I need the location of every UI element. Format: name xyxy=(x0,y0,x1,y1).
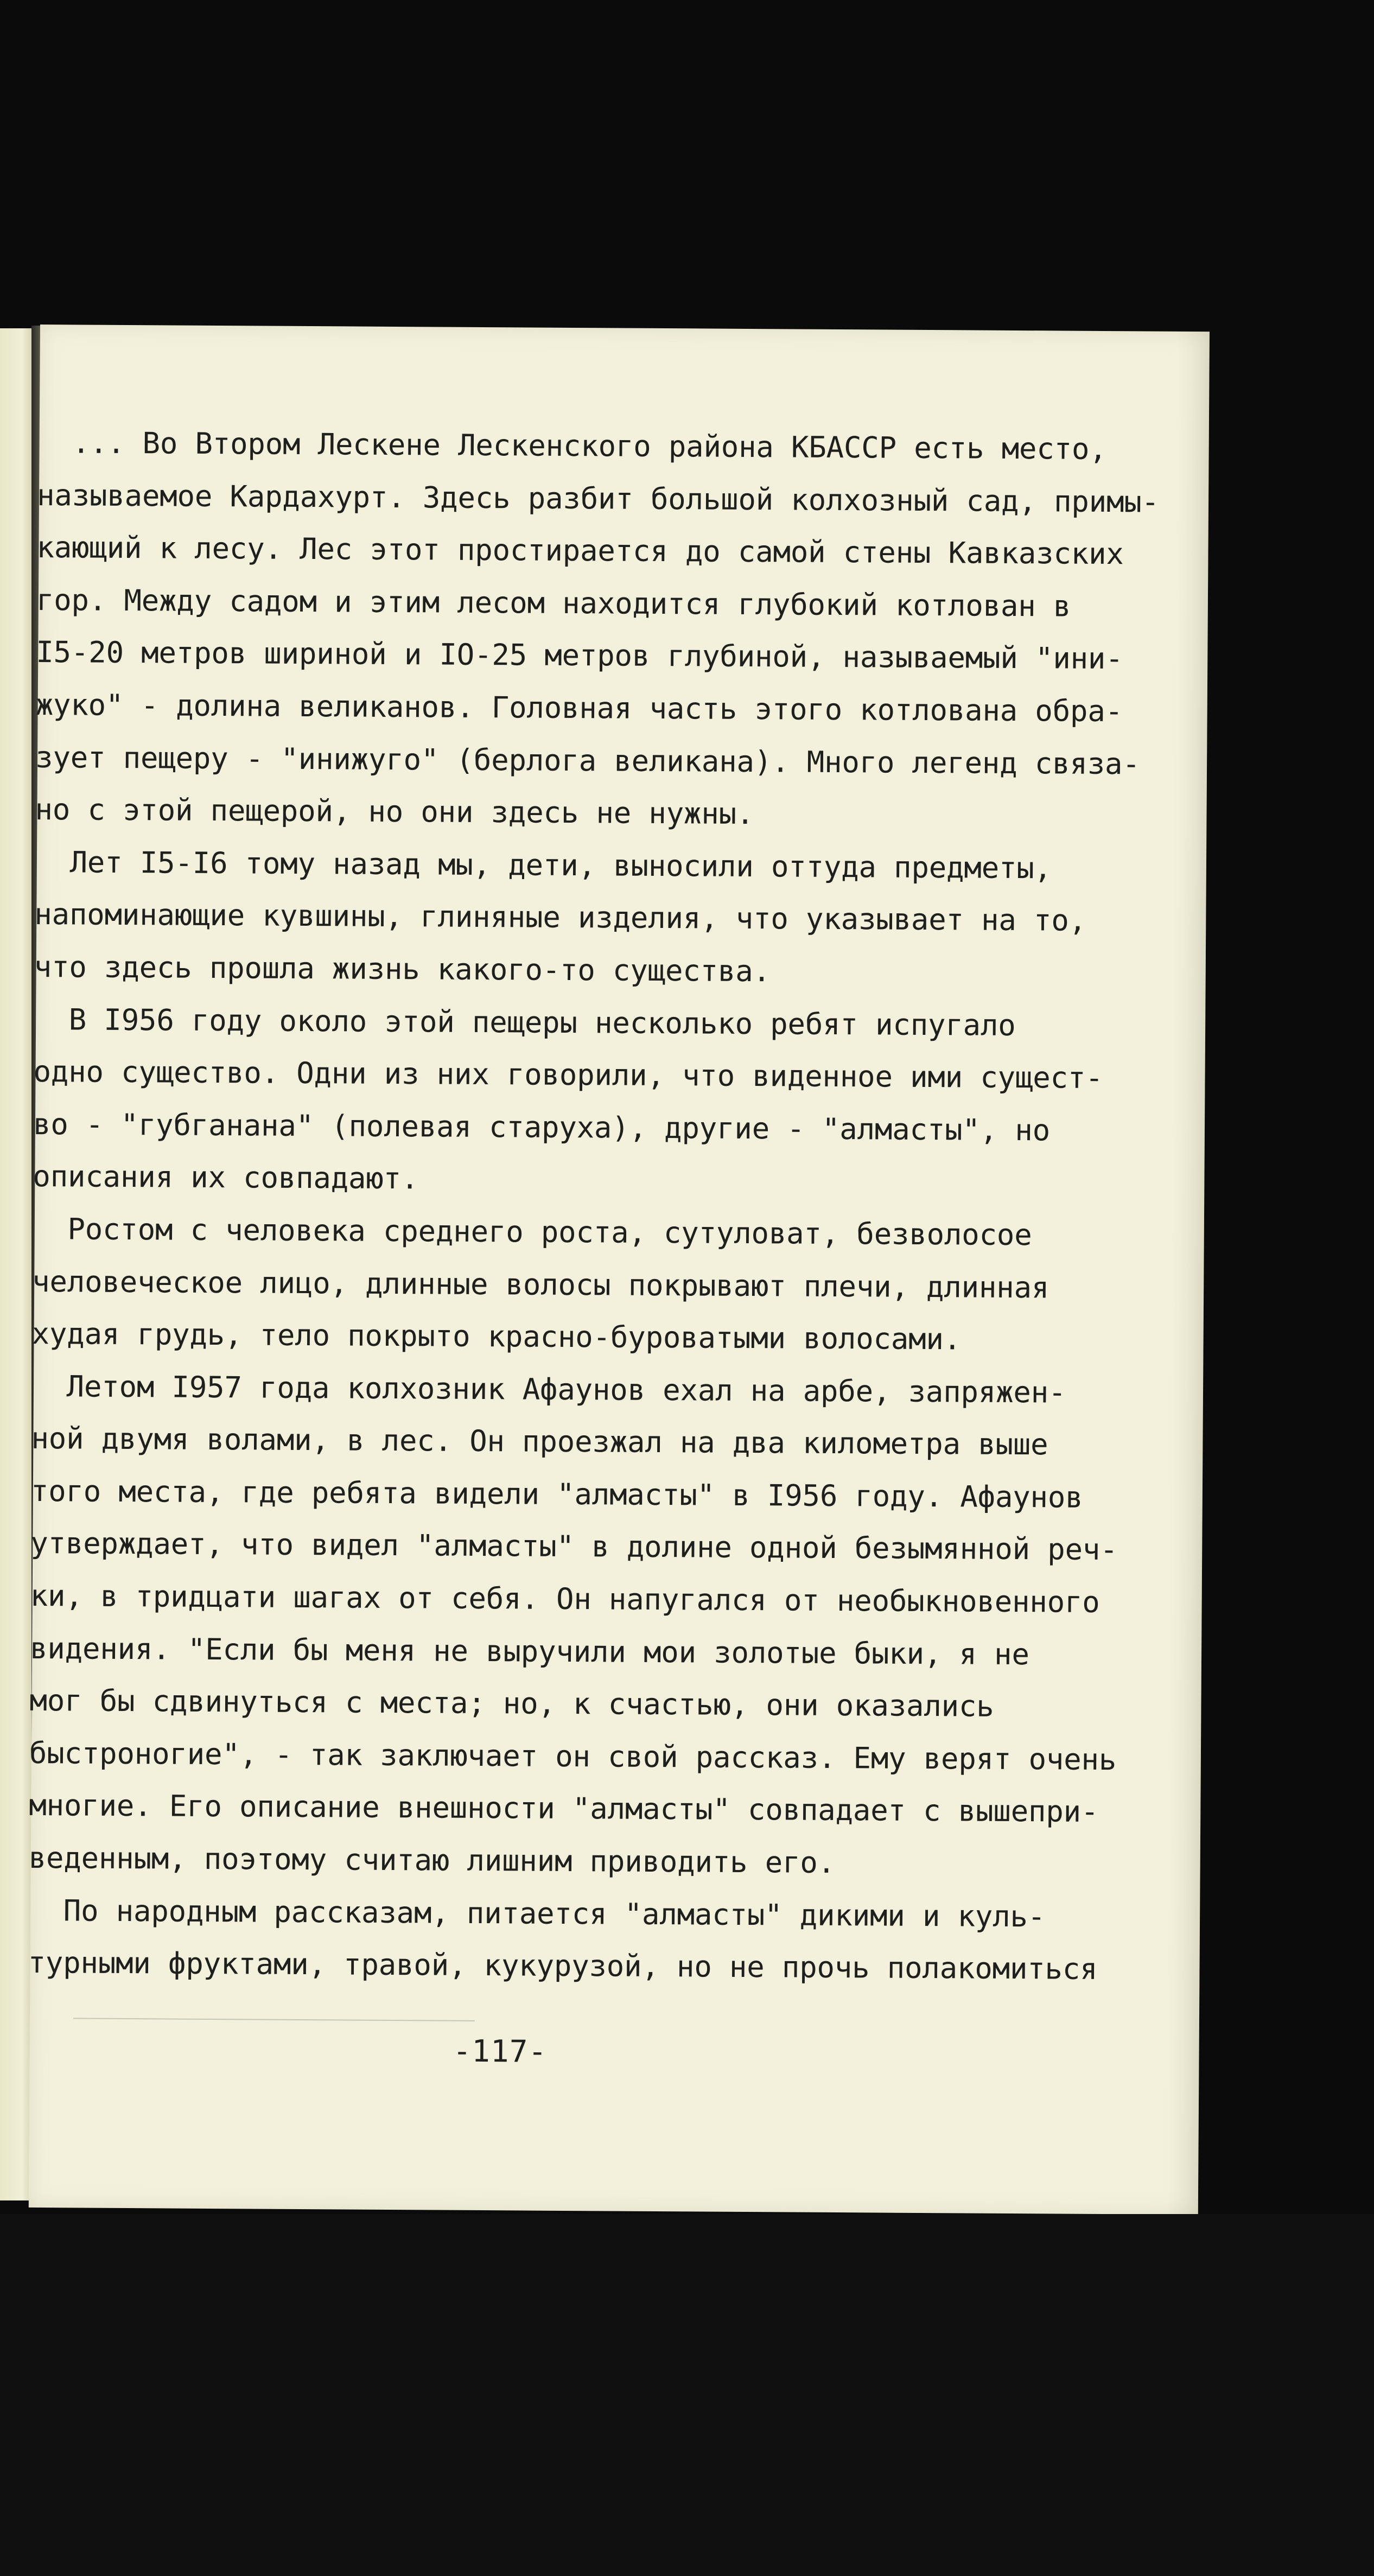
text-line: во - "губганана" (полевая старуха), другие - "алмасты", но xyxy=(33,1106,1051,1148)
typewritten-text xyxy=(28,417,1160,1996)
text-line: Ростом с человека среднего роста, сутуловат, безволосое xyxy=(32,1211,1032,1252)
text-line: веденным, поэтому считаю лишним приводить его. xyxy=(28,1840,836,1880)
text-line: видения. "Если бы меня не выручили мои золотые быки, я не xyxy=(29,1631,1029,1671)
text-line: того места, где ребята видели "алмасты" в I956 году. Афаунов xyxy=(30,1473,1083,1515)
text-line: В I956 году около этой пещеры несколько ребят испугало xyxy=(33,1002,1016,1042)
bottom-margin-mark xyxy=(73,2018,475,2021)
text-line: описания их совпадают. xyxy=(33,1159,419,1196)
text-line: кающий к лесу. Лес этот простирается до самой стены Кавказских xyxy=(36,530,1124,571)
text-line: Лет I5-I6 тому назад мы, дети, выносили оттуда предметы, xyxy=(34,844,1052,886)
scan-background xyxy=(0,2214,1374,2576)
text-line: ки, в тридцати шагах от себя. Он напугался от необыкновенного xyxy=(30,1578,1100,1620)
text-line: напоминающие кувшины, глиняные изделия, что указывает на то, xyxy=(34,897,1087,938)
document-page xyxy=(29,325,1210,2215)
text-line: называемое Кардахурт. Здесь разбит большой колхозный сад, примы- xyxy=(36,478,1160,519)
previous-page-edge xyxy=(0,328,31,2200)
text-line: ... Во Втором Лескене Лескенского района КБАССР есть место, xyxy=(37,425,1107,467)
text-line: турными фруктами, травой, кукурузой, но не прочь полакомиться xyxy=(28,1945,1098,1987)
text-line: худая грудь, тело покрыто красно-буроватыми волосами. xyxy=(31,1316,962,1357)
text-line: быстроногие", - так заключает он свой рассказ. Ему верят очень xyxy=(29,1735,1117,1777)
text-line: человеческое лицо, длинные волосы покрывают плечи, длинная xyxy=(32,1264,1049,1305)
text-line: жуко" - долина великанов. Головная часть этого котлована обра- xyxy=(35,687,1123,729)
page-number: -117- xyxy=(453,2033,548,2070)
text-line: мог бы сдвинуться с места; но, к счастью, они оказались xyxy=(29,1683,994,1724)
text-line: ной двумя волами, в лес. Он проезжал на два километра выше xyxy=(31,1421,1048,1462)
text-line: что здесь прошла жизнь какого-то существа. xyxy=(34,949,771,989)
text-line: I5-20 метров шириной и IO-25 метров глубиной, называемый "ини- xyxy=(36,635,1123,676)
text-line: но с этой пещерой, но они здесь не нужны. xyxy=(35,792,754,831)
text-line: одно существо. Одни из них говорили, что виденное ими сущест- xyxy=(33,1054,1103,1096)
text-line: утверждает, что видел "алмасты" в долине одной безымянной реч- xyxy=(30,1526,1118,1567)
text-line: Летом I957 года колхозник Афаунов ехал на арбе, запряжен- xyxy=(31,1369,1066,1410)
page-shadow xyxy=(1166,332,1210,2215)
text-line: многие. Его описание внешности "алмасты" совпадает с вышепри- xyxy=(29,1788,1099,1829)
text-line: зует пещеру - "инижуго" (берлога великана). Много легенд связа- xyxy=(35,740,1140,781)
text-line: гор. Между садом и этим лесом находится глубокий котлован в xyxy=(36,582,1071,624)
text-line: По народным рассказам, питается "алмасты" дикими и куль- xyxy=(28,1893,1046,1933)
